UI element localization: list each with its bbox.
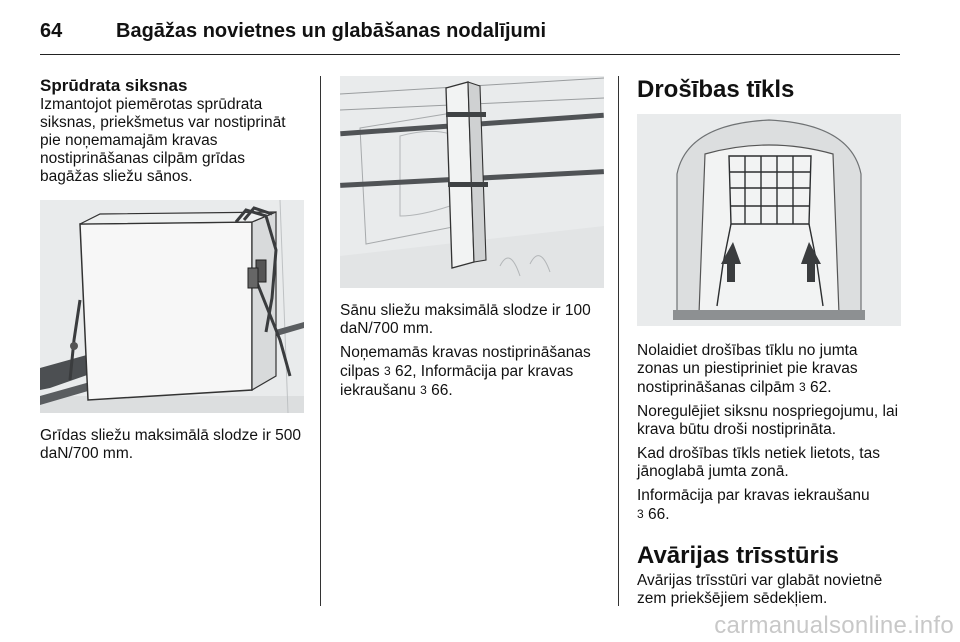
page-ref-icon: 3 bbox=[637, 507, 644, 521]
ratchet-straps-text: Izmantojot piemērotas sprūdrata siksnas, priekšmetus var nostiprināt pie noņemamajām kravas nostiprināšanas cilpām grīdas bagāžas sliežu sānos. bbox=[40, 96, 286, 185]
safety-net-illustration bbox=[637, 114, 901, 326]
column-ratchet-straps bbox=[40, 76, 304, 463]
column-side-rails bbox=[340, 76, 604, 400]
page-title: Bagāžas novietnes un glabāšanas nodalījumi bbox=[116, 20, 547, 42]
page-header bbox=[40, 14, 900, 55]
page-ref-icon: 3 bbox=[383, 364, 391, 378]
side-rail-load-caption: Sānu sliežu maksimālā slodze ir 100 daN/700 mm. bbox=[340, 302, 591, 337]
section-heading-warning-triangle: Avārijas trīsstūris bbox=[637, 542, 839, 569]
watermark: carmanualsonline.info bbox=[714, 612, 954, 639]
loading-info-reference: Informācija par kravas iekraušanu 3 66. bbox=[637, 487, 870, 523]
column-divider bbox=[320, 76, 321, 606]
column-safety-net bbox=[637, 76, 901, 608]
safety-net-step2: Noregulējiet siksnu nospriegojumu, lai krava būtu droši nostiprināta. bbox=[637, 403, 899, 438]
page-ref-icon: 3 bbox=[420, 383, 427, 397]
ratchet-strap-illustration bbox=[40, 200, 304, 413]
safety-net-step1: Nolaidiet drošības tīklu no jumta zonas un piestipriniet pie kravas nostiprināšanas cilpām 3 62. bbox=[637, 342, 858, 396]
floor-rail-load-caption: Grīdas sliežu maksimālā slodze ir 500 daN/700 mm. bbox=[40, 427, 302, 462]
warning-triangle-text: Avārijas trīsstūri var glabāt novietnē zem priekšējiem sēdekļiem. bbox=[637, 572, 883, 607]
safety-net-storage-text: Kad drošības tīkls netiek lietots, tas jānoglabā jumta zonā. bbox=[637, 445, 880, 480]
side-rail-reference-text: Noņemamās kravas nostiprināšanas cilpas 3 62, Informācija par kravas iekraušanu 3 66. bbox=[340, 344, 591, 399]
page-number: 64 bbox=[40, 20, 63, 42]
section-heading-safety-net: Drošības tīkls bbox=[637, 76, 795, 103]
column-divider bbox=[618, 76, 619, 606]
section-heading-ratchet-straps: Sprūdrata siksnas bbox=[40, 76, 188, 95]
side-rail-illustration bbox=[340, 76, 604, 288]
page-ref-icon: 3 bbox=[798, 380, 806, 394]
